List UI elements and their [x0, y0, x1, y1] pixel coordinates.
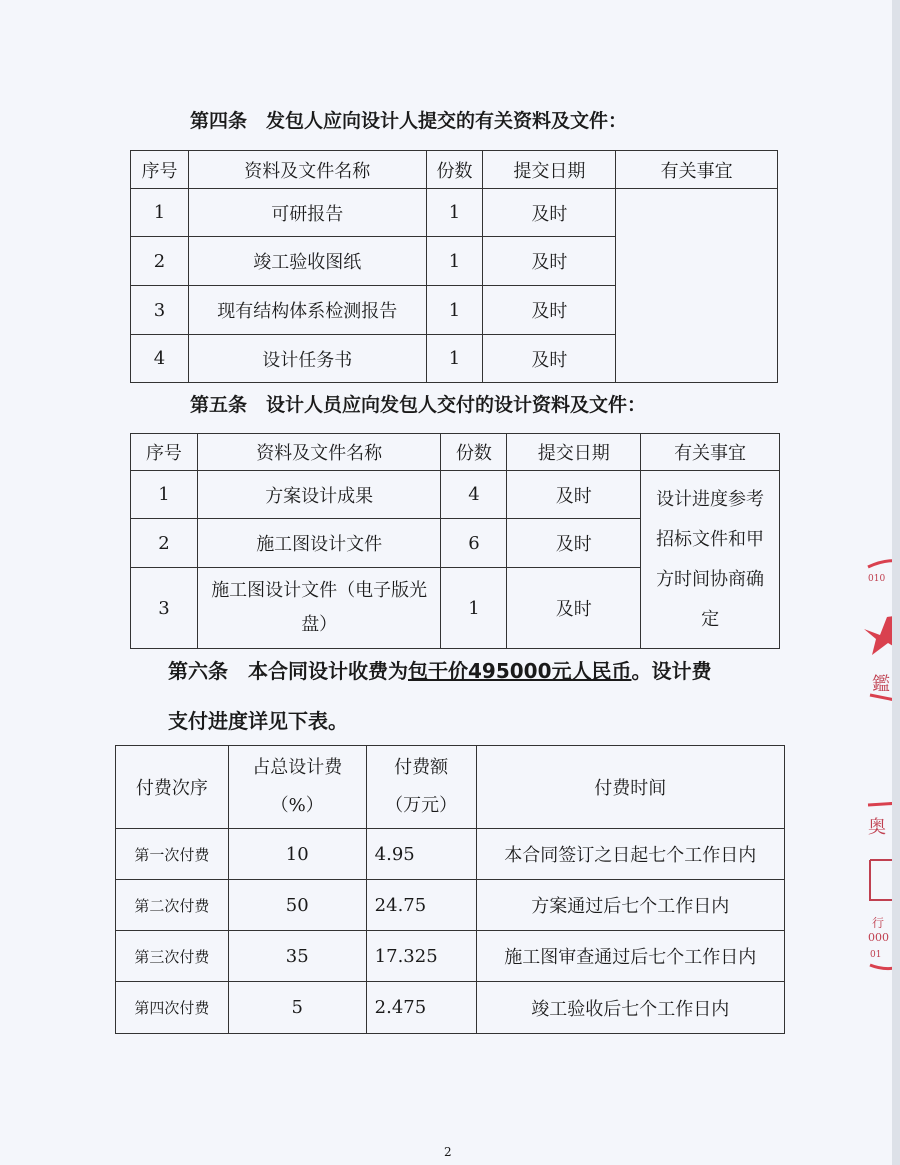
- cell: 1: [426, 335, 483, 383]
- cell: 17.325: [366, 931, 476, 982]
- cell: 方案通过后七个工作日内: [476, 880, 784, 931]
- remark-cell: 设计进度参考招标文件和甲方时间协商确定: [641, 471, 780, 649]
- cell: 4.95: [366, 829, 476, 880]
- cell: 本合同签订之日起七个工作日内: [476, 829, 784, 880]
- header-cell: 份数: [426, 151, 483, 189]
- article5-table: [130, 433, 780, 649]
- cell: 及时: [507, 471, 641, 519]
- article4-table: [130, 150, 778, 383]
- article6-line2: 支付进度详见下表。: [168, 709, 348, 733]
- cell: 及时: [507, 568, 641, 649]
- article4-title: 第四条 发包人应向设计人提交的有关资料及文件：: [190, 110, 628, 132]
- svg-text:奥: 奥: [868, 817, 886, 838]
- cell: 5: [228, 982, 366, 1034]
- cell: 24.75: [366, 880, 476, 931]
- cell: 1: [426, 286, 483, 335]
- svg-text:010: 010: [868, 574, 886, 584]
- cell: 第三次付费: [116, 931, 229, 982]
- svg-text:鑑: 鑑: [872, 674, 890, 695]
- header-cell: 付费额（万元）: [366, 746, 476, 829]
- header-cell: 序号: [131, 151, 189, 189]
- page-number: 2: [444, 1145, 452, 1159]
- svg-text:01: 01: [870, 950, 882, 960]
- cell: 第四次付费: [116, 982, 229, 1034]
- cell: 第二次付费: [116, 880, 229, 931]
- payment-table: [115, 745, 785, 1034]
- cell: 施工图设计文件: [197, 519, 441, 568]
- cell: 及时: [507, 519, 641, 568]
- header-cell: 付费次序: [116, 746, 229, 829]
- cell: 35: [228, 931, 366, 982]
- cell: 现有结构体系检测报告: [188, 286, 426, 335]
- svg-text:行: 行: [872, 916, 885, 930]
- cell: 3: [131, 568, 198, 649]
- cell: 1: [426, 189, 483, 237]
- header-cell: 占总设计费（%）: [228, 746, 366, 829]
- cell: 50: [228, 880, 366, 931]
- header-cell: 序号: [131, 434, 198, 471]
- cell: 设计任务书: [188, 335, 426, 383]
- article6-suffix: 。设计费: [631, 659, 712, 683]
- cell: 3: [131, 286, 189, 335]
- cell: 方案设计成果: [197, 471, 441, 519]
- cell: 4: [131, 335, 189, 383]
- cell: 及时: [483, 237, 616, 286]
- cell: 10: [228, 829, 366, 880]
- article5-title: 第五条 设计人员应向发包人交付的设计资料及文件：: [190, 394, 647, 416]
- table-row: [116, 880, 785, 931]
- cell: 1: [131, 189, 189, 237]
- table-row: [116, 829, 785, 880]
- cell: 1: [131, 471, 198, 519]
- header-cell: 资料及文件名称: [197, 434, 441, 471]
- header-cell: 有关事宜: [641, 434, 780, 471]
- table-row: [131, 471, 780, 519]
- header-cell: 提交日期: [507, 434, 641, 471]
- cell: 第一次付费: [116, 829, 229, 880]
- table-row: [116, 982, 785, 1034]
- header-cell: 提交日期: [483, 151, 616, 189]
- cell: 施工图设计文件（电子版光盘）: [197, 568, 441, 649]
- cell: 及时: [483, 286, 616, 335]
- header-cell: 资料及文件名称: [188, 151, 426, 189]
- cell: 竣工验收图纸: [188, 237, 426, 286]
- header-cell: 份数: [441, 434, 507, 471]
- scan-edge: [892, 0, 900, 1165]
- cell: 2: [131, 519, 198, 568]
- cell: 可研报告: [188, 189, 426, 237]
- article6-prefix: 第六条 本合同设计收费为: [168, 659, 408, 683]
- header-cell: 付费时间: [476, 746, 784, 829]
- svg-text:000: 000: [868, 931, 889, 944]
- cell: 1: [426, 237, 483, 286]
- cell: 6: [441, 519, 507, 568]
- cell: 2.475: [366, 982, 476, 1034]
- cell: 及时: [483, 335, 616, 383]
- cell: 2: [131, 237, 189, 286]
- cell: 施工图审查通过后七个工作日内: [476, 931, 784, 982]
- article6-line1: [168, 655, 712, 684]
- cell: 1: [441, 568, 507, 649]
- cell: 4: [441, 471, 507, 519]
- table-row: [116, 931, 785, 982]
- cell: 及时: [483, 189, 616, 237]
- contract-fee: 包干价495000元人民币: [408, 659, 632, 683]
- remark-cell: [616, 189, 778, 383]
- table-row: [131, 189, 778, 237]
- header-cell: 有关事宜: [616, 151, 778, 189]
- cell: 竣工验收后七个工作日内: [476, 982, 784, 1034]
